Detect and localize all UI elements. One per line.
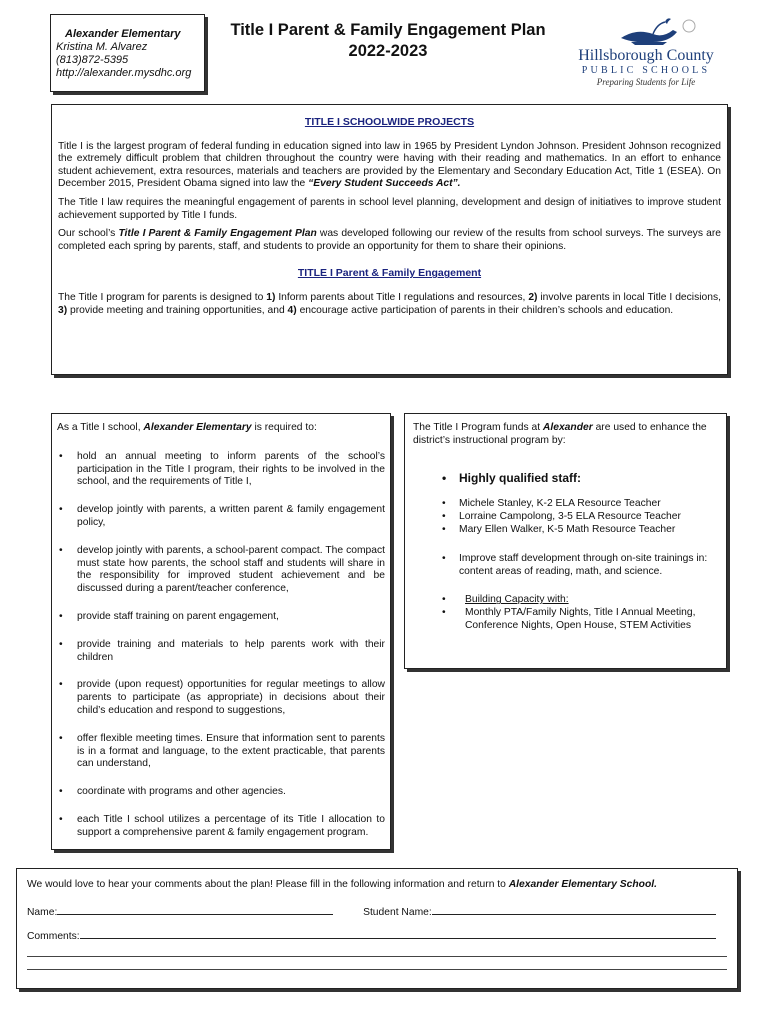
name-row bbox=[27, 904, 727, 920]
staff-item: • Mary Ellen Walker, K-5 Math Resource Teacher bbox=[413, 524, 722, 537]
comments-field[interactable] bbox=[80, 928, 716, 939]
school-website[interactable]: http://alexander.mysdhc.org bbox=[56, 67, 192, 79]
projects-paragraph-1 bbox=[58, 141, 721, 191]
projects-paragraph-2: The Title I law requires the meaningful engagement of parents in school level planning, development and design of initiatives to improve student achievement supported by Title I funds. bbox=[58, 196, 721, 221]
name-label: Name: bbox=[27, 906, 58, 918]
comments-intro-pre: We would love to hear your comments about the plan! Please fill in the following information and return to bbox=[27, 879, 509, 890]
req-school-name: Alexander Elementary bbox=[143, 422, 252, 433]
p4-n2: 2) bbox=[528, 291, 538, 303]
list-item: • coordinate with programs and other agencies. bbox=[57, 786, 385, 799]
logo-line-2: PUBLIC SCHOOLS bbox=[581, 65, 711, 76]
p4-e: encourage active participation of parents in their children’s schools and education. bbox=[296, 304, 674, 316]
list-item: • provide (upon request) opportunities for regular meetings to allow parents to participate (as appropriate) in decisions about their child’s education and respond to suggestions, bbox=[57, 679, 385, 717]
funds-intro bbox=[413, 422, 722, 448]
comments-label: Comments: bbox=[27, 931, 80, 942]
list-item: • develop jointly with parents, a written parent & family engagement policy, bbox=[57, 504, 385, 530]
highly-qualified-heading: • Highly qualified staff: bbox=[413, 472, 722, 485]
req-intro-post: is required to: bbox=[251, 422, 317, 433]
engagement-heading: TITLE I Parent & Family Engagement bbox=[297, 267, 482, 280]
title-line-2: 2022-2023 bbox=[348, 42, 428, 60]
lamp-of-learning-icon bbox=[591, 16, 701, 46]
p4-a: The Title I program for parents is designed to bbox=[58, 291, 267, 303]
p4-n3: 3) bbox=[58, 304, 68, 316]
staff-development-item: • Improve staff development through on-site trainings in: content areas of reading, math, and science. bbox=[413, 553, 722, 579]
student-name-field[interactable] bbox=[432, 904, 716, 915]
projects-paragraph-3 bbox=[58, 228, 721, 253]
school-info-box bbox=[50, 14, 205, 92]
funds-intro-post: are used to enhance the district’s instructional program by: bbox=[413, 422, 707, 446]
list-item: • develop jointly with parents, a school-parent compact. The compact must state how parents, the school staff and students will share in the responsibility for improved student achievement and be discussed during a parent/teacher conference, bbox=[57, 545, 385, 596]
list-item: • provide training and materials to help parents work with their children bbox=[57, 639, 385, 665]
school-name: Alexander Elementary bbox=[65, 28, 181, 40]
p4-b: Inform parents about Title I regulations and resources, bbox=[275, 291, 529, 303]
schoolwide-projects-section bbox=[51, 104, 728, 375]
staff-item: • Michele Stanley, K-2 ELA Resource Teacher bbox=[413, 498, 722, 511]
comments-form bbox=[16, 868, 738, 989]
staff-item: • Lorraine Campolong, 3-5 ELA Resource Teacher bbox=[413, 511, 722, 524]
p1-text: Title I is the largest program of federal funding in education signed into law in 1965 by President Lyndon Johnson. President Johnson recognized the extremely difficult problem that children throughout the country were having with their reading and mathematics. In an effort to enhance student achievement, extra resources, materials and teachers are provided by the Elementary and Secondary Education Act, Title 1 (ESEA). On December 2015, President Obama signed into law the bbox=[58, 140, 721, 190]
title-line-1: Title I Parent & Family Engagement Plan bbox=[230, 21, 546, 39]
building-capacity-item: • Monthly PTA/Family Nights, Title I Annual Meeting, Conference Nights, Open House, STEM Activities bbox=[413, 607, 722, 633]
requirements-section bbox=[51, 413, 391, 850]
building-capacity-heading bbox=[413, 594, 722, 607]
district-logo bbox=[568, 16, 724, 90]
list-item: • provide staff training on parent engagement, bbox=[57, 611, 385, 624]
comments-line-2[interactable] bbox=[27, 956, 727, 957]
comments-intro bbox=[27, 879, 727, 892]
funds-section bbox=[404, 413, 727, 669]
req-intro-pre: As a Title I school, bbox=[57, 422, 144, 433]
comments-school-name: Alexander Elementary School. bbox=[508, 879, 657, 890]
name-field[interactable] bbox=[57, 904, 333, 915]
p4-c: involve parents in local Title I decisions, bbox=[537, 291, 721, 303]
funds-intro-pre: The Title I Program funds at bbox=[413, 422, 543, 433]
document-title bbox=[216, 20, 560, 62]
student-name-label: Student Name: bbox=[363, 906, 432, 918]
logo-line-1: Hillsborough County bbox=[578, 47, 714, 64]
list-item: • each Title I school utilizes a percentage of its Title I allocation to support a comprehensive parent & family engagement program. bbox=[57, 814, 385, 840]
essa-name: “Every Student Succeeds Act”. bbox=[308, 178, 461, 190]
capacity-heading-text: Building Capacity with: bbox=[465, 594, 569, 606]
p4-n4: 4) bbox=[287, 304, 297, 316]
requirements-intro bbox=[57, 422, 385, 435]
p4-d: provide meeting and training opportunities, and bbox=[67, 304, 288, 316]
projects-paragraph-4 bbox=[58, 292, 721, 317]
comments-line-3[interactable] bbox=[27, 969, 727, 970]
list-item: • offer flexible meeting times. Ensure that information sent to parents is in a format and language, to the extent practicable, that parents can understand, bbox=[57, 733, 385, 771]
phone-number: (813)872-5395 bbox=[56, 54, 129, 66]
list-item: • hold an annual meeting to inform parents of the school’s participation in the Title I program, their rights to be involved in the school, and the requirements of Title I, bbox=[57, 451, 385, 489]
funds-school-name: Alexander bbox=[542, 422, 593, 433]
p3-post: was developed following our review of the results from school surveys. The surveys are completed each spring by parents, staff, and students to provide an opportunity for them to share their opinions. bbox=[58, 228, 721, 252]
p3-pre: Our school’s bbox=[58, 228, 119, 240]
contact-name: Kristina M. Alvarez bbox=[56, 41, 148, 53]
plan-name: Title I Parent & Family Engagement Plan bbox=[118, 228, 317, 240]
projects-heading: TITLE I SCHOOLWIDE PROJECTS bbox=[304, 116, 475, 128]
comments-row bbox=[27, 928, 727, 944]
logo-tagline: Preparing Students for Life bbox=[596, 77, 696, 87]
requirements-list bbox=[57, 451, 385, 840]
p4-n1: 1) bbox=[266, 291, 276, 303]
